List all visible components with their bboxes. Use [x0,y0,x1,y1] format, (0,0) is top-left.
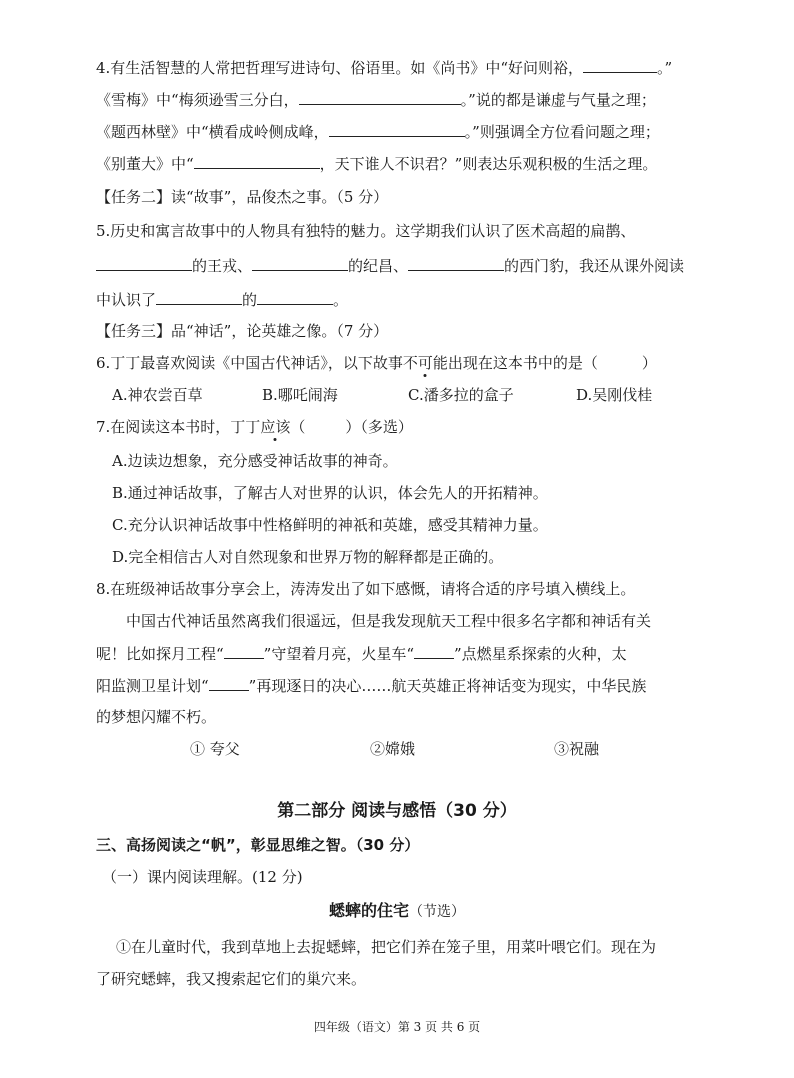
option-c[interactable]: C.潘多拉的盒子 [408,386,514,404]
q7-option-a[interactable]: A.边读边想象，充分感受神话故事的神奇。 [112,452,398,470]
q8-passage-line-1: 中国古代神话虽然离我们很遥远，但是我发现航天工程中很多名字都和神话有关 [126,612,652,630]
paragraph-1-line-2: 了研究蟋蟀，我又搜索起它们的巢穴来。 [96,970,367,988]
blank-input[interactable] [299,88,461,105]
q4-line-4: 《别董大》中“ ，天下谁人不识君？”则表达乐观积极的生活之理。 [96,152,734,175]
q5-line-2: 的王戎、 的纪昌、 的西门豹，我还从课外阅读 [96,254,734,277]
q4-line-2: 《雪梅》中“梅须逊雪三分白， 。”说的都是谦虚与气量之理； [96,88,734,111]
task-2-heading: 【任务二】读“故事”，品俊杰之事。（5 分） [96,188,389,206]
section-3-heading: 三、高扬阅读之“帆”，彰显思维之智。（30 分） [96,836,420,854]
paragraph-1-line-1: ①在儿童时代，我到草地上去捉蟋蟀，把它们养在笼子里，用菜叶喂它们。现在为 [116,938,657,956]
choice-2: ②嫦娥 [370,740,416,758]
q8-passage-line-3: 阳监测卫星计划“ ”再现逐日的决心……航天英雄正将神话变为现实，中华民族 [96,674,734,697]
option-a[interactable]: A.神农尝百草 [112,386,203,404]
blank-input[interactable] [414,642,454,659]
blank-input[interactable] [96,254,192,271]
blank-input[interactable] [209,674,249,691]
option-b[interactable]: B.哪吒闹海 [262,386,338,404]
task-3-heading: 【任务三】品“神话”，论英雄之像。（7 分） [96,322,389,340]
choice-3: ③祝融 [554,740,600,758]
q7-option-d[interactable]: D.完全相信古人对自然现象和世界万物的解释都是正确的。 [112,548,504,566]
part-2-title: 第二部分 阅读与感悟（30 分） [277,801,517,821]
choice-1: ① 夸父 [190,740,240,758]
blank-input[interactable] [224,642,264,659]
blank-input[interactable] [583,56,657,73]
q8-stem: 8.在班级神话故事分享会上，涛涛发出了如下感慨，请将合适的序号填入横线上。 [96,580,636,598]
subsection-1-heading: （一）课内阅读理解。(12 分) [102,868,303,886]
blank-input[interactable] [252,254,348,271]
q8-passage-line-4: 的梦想闪耀不朽。 [96,708,217,726]
blank-input[interactable] [408,254,504,271]
blank-input[interactable] [156,288,242,305]
q6-stem: 6.丁丁最喜欢阅读《中国古代神话》，以下故事不可能出现在这本书中的是（ ） [96,354,657,372]
q5-line-3: 中认识了 的 。 [96,288,734,311]
page-footer: 四年级（语文）第 3 页 共 6 页 [313,1020,481,1034]
q5-line-1: 5.历史和寓言故事中的人物具有独特的魅力。这学期我们认识了医术高超的扁鹊、 [96,222,636,240]
q4-line-1: 4.有生活智慧的人常把哲理写进诗句、俗语里。如《尚书》中“好问则裕， 。” [96,56,734,79]
q7-option-c[interactable]: C.充分认识神话故事中性格鲜明的神祇和英雄，感受其精神力量。 [112,516,548,534]
q7-stem: 7.在阅读这本书时，丁丁应该（ ）（多选） [96,418,413,436]
q4-line-3: 《题西林壁》中“横看成岭侧成峰， 。”则强调全方位看问题之理； [96,120,734,143]
blank-input[interactable] [257,288,333,305]
blank-input[interactable] [329,120,465,137]
blank-input[interactable] [194,152,320,169]
article-title: 蟋蟀的住宅（节选） [328,901,465,920]
option-d[interactable]: D.吴刚伐桂 [576,386,653,404]
q7-option-b[interactable]: B.通过神话故事，了解古人对世界的认识，体会先人的开拓精神。 [112,484,548,502]
q8-passage-line-2: 呢！比如探月工程“ ”守望着月亮，火星车“ ”点燃星系探索的火种，太 [96,642,734,665]
